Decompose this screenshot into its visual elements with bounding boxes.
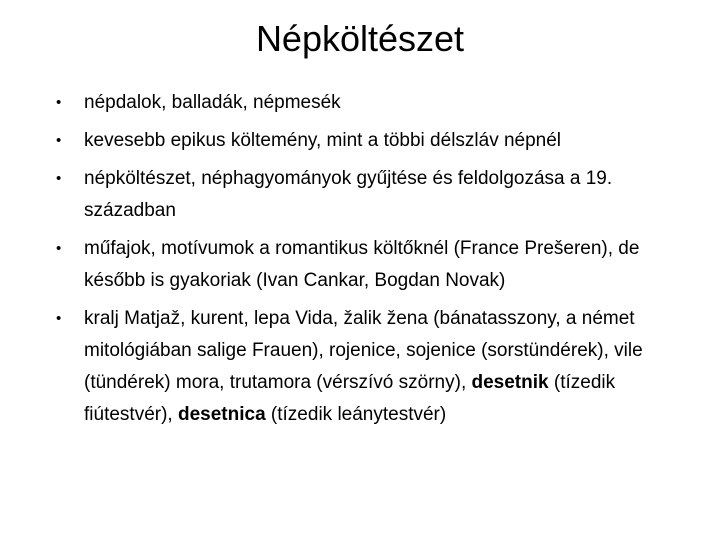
- bullet-text: műfajok, motívumok a romantikus költőknél (France Prešeren), de később is gyakoriak (Ivan Cankar, Bogdan Novak): [84, 238, 640, 291]
- bullet-text: népdalok, balladák, népmesék: [84, 92, 341, 113]
- bullet-item: [56, 125, 696, 157]
- bullet-item: [56, 87, 696, 119]
- bullet-marker: •: [56, 310, 62, 327]
- bold-term: desetnik: [471, 372, 549, 393]
- bullet-text-part: (tízedik leánytestvér): [265, 404, 447, 425]
- slide-title: Népköltészet: [255, 18, 465, 59]
- bullet-item: [56, 303, 696, 431]
- bullet-marker: •: [56, 170, 62, 187]
- bullet-text-part: kralj Matjaž, kurent, lepa Vida, žalik žena (bánatasszony, a német mitológiában salige Frauen), rojenice, sojenice (sorstündérek), vile (tündérek) mora, trutamora (vérszívó szörny),: [84, 308, 643, 393]
- bullet-text: népköltészet, néphagyományok gyűjtése és feldolgozása a 19. században: [84, 168, 613, 221]
- bullet-text: kevesebb epikus költemény, mint a többi délszláv népnél: [84, 130, 562, 151]
- bold-term: desetnica: [177, 404, 266, 425]
- bullet-marker: •: [56, 132, 62, 149]
- bullet-item: [56, 233, 696, 297]
- bullet-text: [84, 308, 643, 425]
- bullet-marker: •: [56, 94, 62, 111]
- bullet-list: [56, 87, 696, 437]
- bullet-item: [56, 163, 696, 227]
- bullet-marker: •: [56, 240, 62, 257]
- bullet-text-part: (tízedik fiútestvér),: [84, 372, 616, 425]
